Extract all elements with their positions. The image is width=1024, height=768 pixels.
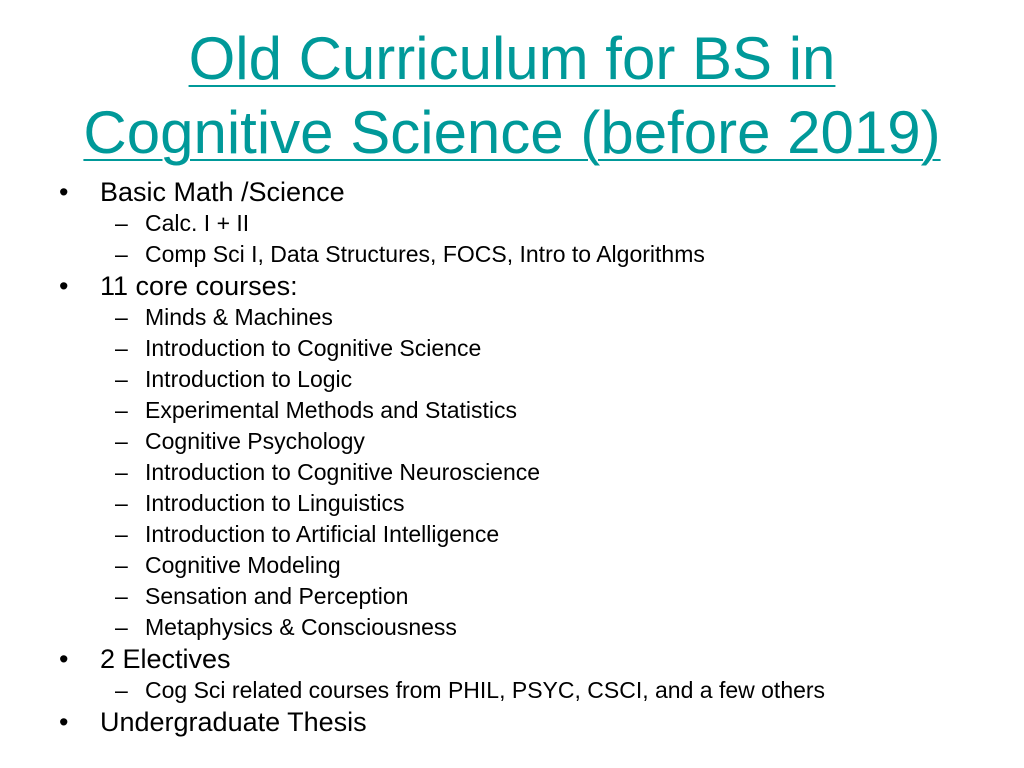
dash-marker: – [115,521,128,547]
course-label: Introduction to Cognitive Neuroscience [145,459,541,485]
section-heading [0,270,1024,302]
section-label: 2 Electives [100,644,231,674]
course-item [0,612,1024,643]
dash-marker: – [115,335,128,361]
course-label: Calc. I + II [145,210,250,236]
slide-title [0,22,1024,170]
course-item [0,488,1024,519]
course-item [0,239,1024,270]
course-item [0,581,1024,612]
section-label: Undergraduate Thesis [100,707,367,737]
course-label: Minds & Machines [145,304,333,330]
course-item [0,364,1024,395]
section-heading [0,176,1024,208]
course-label: Experimental Methods and Statistics [145,397,518,423]
course-label: Cognitive Modeling [145,552,341,578]
bullet-marker: • [59,177,69,207]
dash-marker: – [115,241,128,267]
course-item [0,333,1024,364]
dash-marker: – [115,490,128,516]
bullet-marker: • [59,644,69,674]
course-item [0,208,1024,239]
dash-marker: – [115,614,128,640]
course-item [0,550,1024,581]
section-label: Basic Math /Science [100,177,345,207]
course-item [0,426,1024,457]
course-label: Metaphysics & Consciousness [145,614,457,640]
section-label: 11 core courses: [100,271,298,301]
course-item [0,457,1024,488]
dash-marker: – [115,583,128,609]
dash-marker: – [115,366,128,392]
dash-marker: – [115,552,128,578]
bullet-marker: • [59,707,69,737]
dash-marker: – [115,397,128,423]
course-item [0,395,1024,426]
dash-marker: – [115,459,128,485]
curriculum-list [0,176,1024,738]
slide-title-line-1: Old Curriculum for BS in [188,25,836,92]
course-label: Introduction to Logic [145,366,353,392]
course-label: Introduction to Linguistics [145,490,405,516]
slide-title-line-2: Cognitive Science (before 2019) [83,99,941,166]
dash-marker: – [115,304,128,330]
course-item [0,519,1024,550]
bullet-marker: • [59,271,69,301]
course-item [0,675,1024,706]
course-label: Sensation and Perception [145,583,409,609]
course-label: Comp Sci I, Data Structures, FOCS, Intro to Algorithms [145,241,705,267]
dash-marker: – [115,677,128,703]
course-label: Cognitive Psychology [145,428,365,454]
course-item [0,302,1024,333]
course-label: Introduction to Cognitive Science [145,335,482,361]
section-heading [0,706,1024,738]
dash-marker: – [115,210,128,236]
course-label: Cog Sci related courses from PHIL, PSYC, CSCI, and a few others [145,677,826,703]
dash-marker: – [115,428,128,454]
section-heading [0,643,1024,675]
course-label: Introduction to Artificial Intelligence [145,521,500,547]
